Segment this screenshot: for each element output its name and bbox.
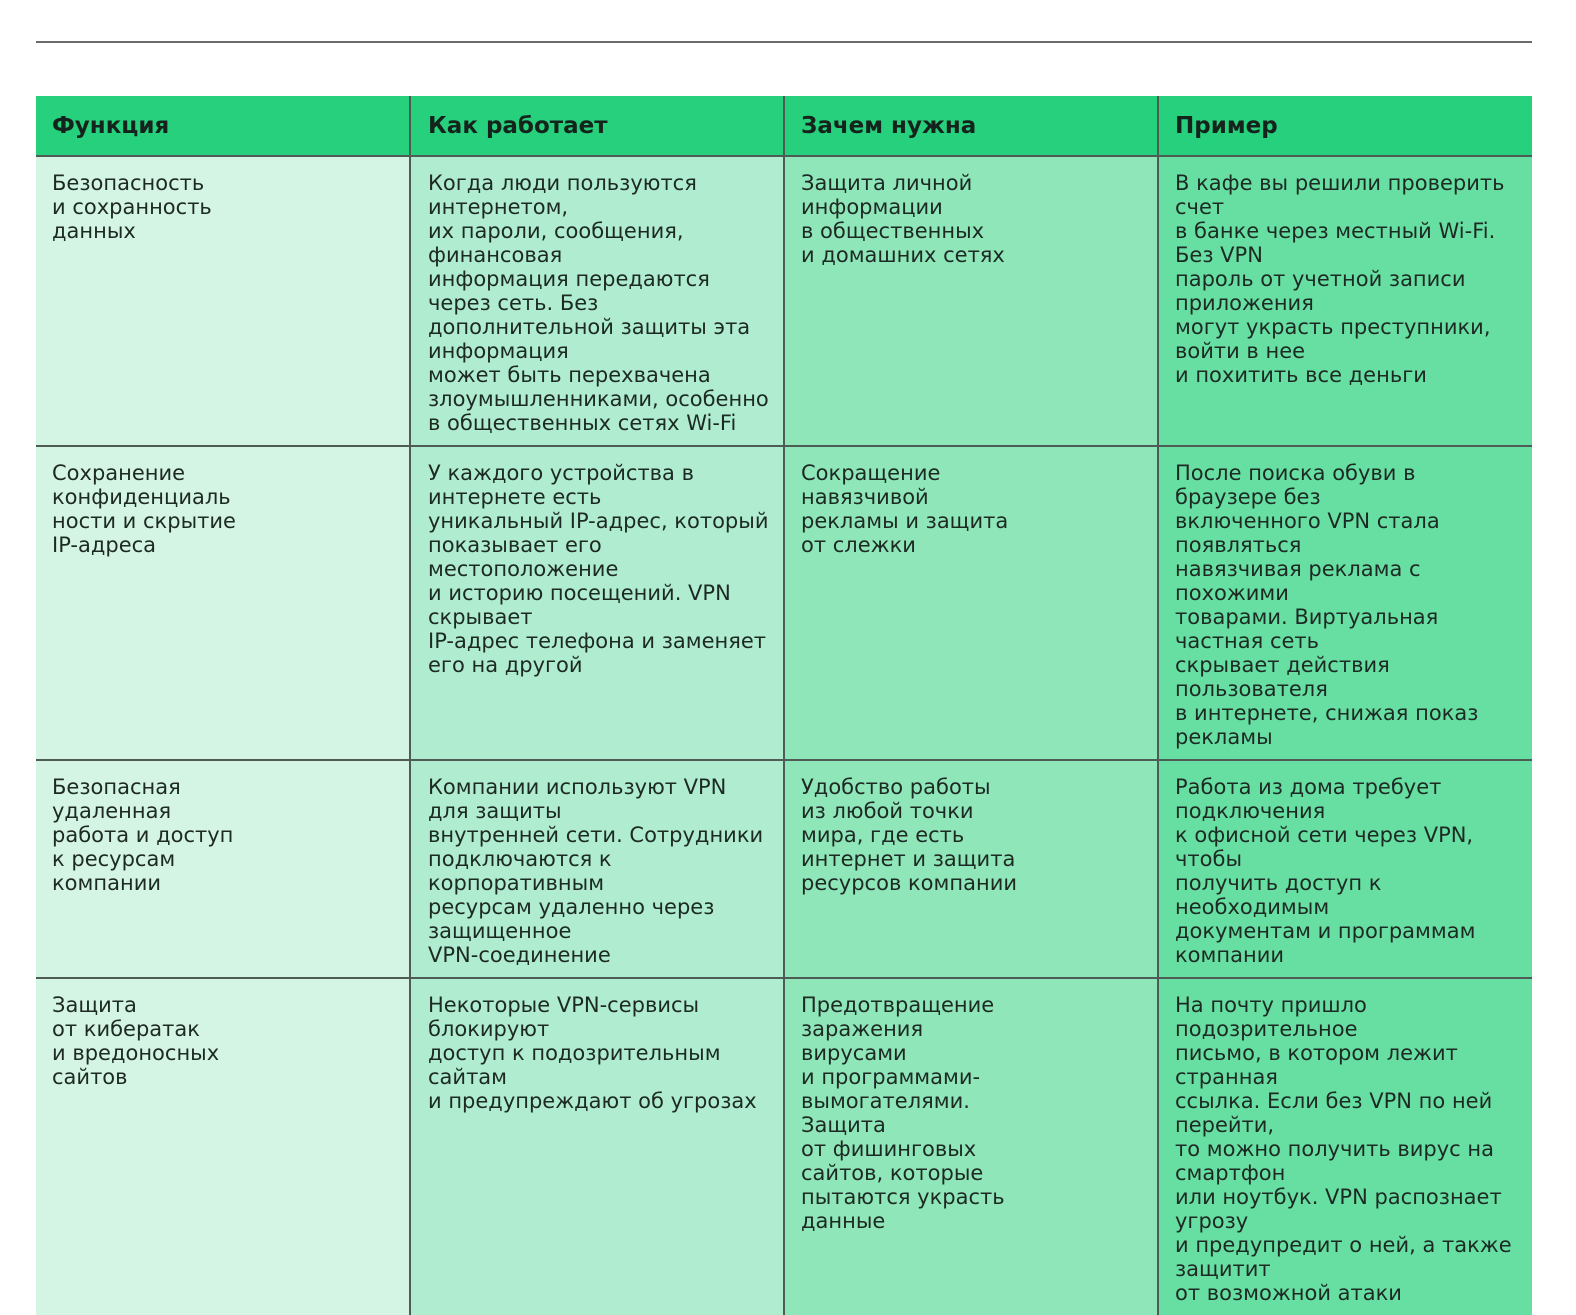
cell-example: В кафе вы решили проверить счет в банке через местный Wi-Fi. Без VPN пароль от учетной записи приложения могут украсть преступники, войти в нее и похитить все деньги <box>1158 156 1532 446</box>
cell-how-it-works: Некоторые VPN-сервисы блокируют доступ к подозрительным сайтам и предупреждают об угрозах <box>410 978 784 1315</box>
table-row <box>36 760 1532 978</box>
cell-how-it-works: Компании используют VPN для защиты внутренней сети. Сотрудники подключаются к корпоративным ресурсам удаленно через защищенное VPN-соединение <box>410 760 784 978</box>
header-function: Функция <box>36 96 410 156</box>
cell-why-needed: Защита личной информации в общественных и домашних сетях <box>784 156 1158 446</box>
table-row <box>36 446 1532 760</box>
cell-example: После поиска обуви в браузере без включенного VPN стала появляться навязчивая реклама с похожими товарами. Виртуальная частная сеть скрывает действия пользователя в интернете, снижая показ рекламы <box>1158 446 1532 760</box>
cell-why-needed: Предотвращение заражения вирусами и программами- вымогателями. Защита от фишинговых сайтов, которые пытаются украсть данные <box>784 978 1158 1315</box>
table-row <box>36 978 1532 1315</box>
table-row <box>36 156 1532 446</box>
cell-function: Сохранение конфиденциаль ности и скрытие IP-адреса <box>36 446 410 760</box>
cell-why-needed: Сокращение навязчивой рекламы и защита от слежки <box>784 446 1158 760</box>
cell-function: Защита от кибератак и вредоносных сайтов <box>36 978 410 1315</box>
header-why-needed: Зачем нужна <box>784 96 1158 156</box>
cell-function: Безопасность и сохранность данных <box>36 156 410 446</box>
header-how-it-works: Как работает <box>410 96 784 156</box>
top-divider <box>36 41 1532 43</box>
header-example: Пример <box>1158 96 1532 156</box>
cell-function: Безопасная удаленная работа и доступ к ресурсам компании <box>36 760 410 978</box>
cell-example: На почту пришло подозрительное письмо, в котором лежит странная ссылка. Если без VPN по ней перейти, то можно получить вирус на смартфон или ноутбук. VPN распознает угрозу и предупредит о ней, а также защитит от возможной атаки <box>1158 978 1532 1315</box>
table-header-row <box>36 96 1532 156</box>
cell-how-it-works: Когда люди пользуются интернетом, их пароли, сообщения, финансовая информация передаются через сеть. Без дополнительной защиты эта информация может быть перехвачена злоумышленниками, особенно в общественных сетях Wi-Fi <box>410 156 784 446</box>
cell-example: Работа из дома требует подключения к офисной сети через VPN, чтобы получить доступ к необходимым документам и программам компании <box>1158 760 1532 978</box>
cell-why-needed: Удобство работы из любой точки мира, где есть интернет и защита ресурсов компании <box>784 760 1158 978</box>
vpn-functions-table <box>36 96 1532 1315</box>
cell-how-it-works: У каждого устройства в интернете есть уникальный IP-адрес, который показывает его местоположение и историю посещений. VPN скрывает IP-адрес телефона и заменяет его на другой <box>410 446 784 760</box>
